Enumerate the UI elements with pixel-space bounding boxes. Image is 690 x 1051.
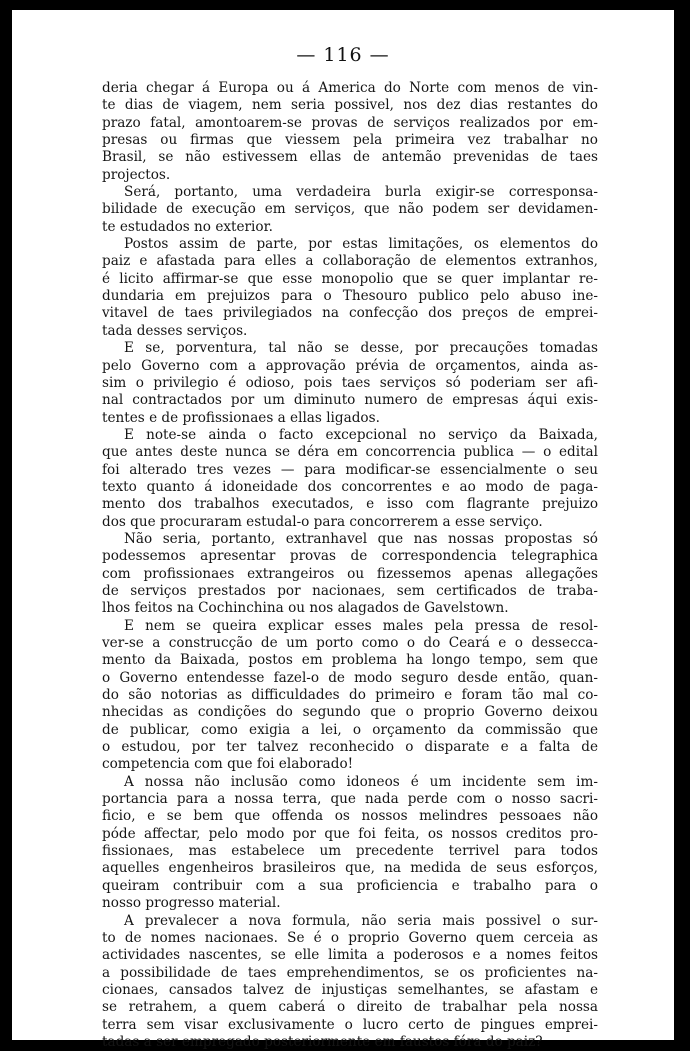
text-line: queiram contribuir com a sua proficiencia e trabalho para o bbox=[102, 878, 598, 895]
text-line: tadas a ser empregado posteriormente em faustos fóra do paiz? bbox=[102, 1034, 598, 1051]
paragraph bbox=[102, 427, 598, 531]
text-line: E se, porventura, tal não se desse, por precauções tomadas bbox=[102, 340, 598, 357]
text-line: o estudou, por ter talvez reconhecido o disparate e a falta de bbox=[102, 739, 598, 756]
text-line: a possibilidade de taes emprehendimentos, se os proficientes na- bbox=[102, 965, 598, 982]
text-line: póde affectar, pelo modo por que foi feita, os nossos creditos pro- bbox=[102, 826, 598, 843]
text-line: com profissionaes extrangeiros ou fizessemos apenas allegações bbox=[102, 566, 598, 583]
text-line: se retrahem, a quem caberá o direito de trabalhar pela nossa bbox=[102, 999, 598, 1016]
text-line: actividades nascentes, se elle limita a poderosos e a nomes feitos bbox=[102, 947, 598, 964]
text-line: dos que procuraram estudal-o para concorrerem a esse serviço. bbox=[102, 514, 598, 531]
text-line: te estudados no exterior. bbox=[102, 219, 598, 236]
text-line: pelo Governo com a approvação prévia de orçamentos, ainda as- bbox=[102, 358, 598, 375]
text-line: portancia para a nossa terra, que nada perde com o nosso sacri- bbox=[102, 791, 598, 808]
paragraph bbox=[102, 618, 598, 774]
paragraph bbox=[102, 340, 598, 427]
text-line: Não seria, portanto, extranhavel que nas nossas propostas só bbox=[102, 531, 598, 548]
text-line: tada desses serviços. bbox=[102, 323, 598, 340]
text-line: Será, portanto, uma verdadeira burla exigir-se corresponsa- bbox=[102, 184, 598, 201]
text-line: to de nomes nacionaes. Se é o proprio Governo quem cerceia as bbox=[102, 930, 598, 947]
text-line: texto quanto á idoneidade dos concorrentes e ao modo de paga- bbox=[102, 479, 598, 496]
paragraph bbox=[102, 913, 598, 1051]
text-line: mento da Baixada, postos em problema ha longo tempo, sem que bbox=[102, 652, 598, 669]
text-line: lhos feitos na Cochinchina ou nos alagados de Gavelstown. bbox=[102, 600, 598, 617]
paragraph bbox=[102, 774, 598, 913]
text-line: E note-se ainda o facto excepcional no serviço da Baixada, bbox=[102, 427, 598, 444]
text-line: vitavel de taes privilegiados na confecção dos preços de emprei- bbox=[102, 305, 598, 322]
text-line: que antes deste nunca se déra em concorrencia publica — o edital bbox=[102, 444, 598, 461]
text-line: nhecidas as condições do segundo que o proprio Governo deixou bbox=[102, 704, 598, 721]
text-line: presas ou firmas que viessem pela primeira vez trabalhar no bbox=[102, 132, 598, 149]
paragraph bbox=[102, 80, 598, 184]
text-line: E nem se queira explicar esses males pela pressa de resol- bbox=[102, 618, 598, 635]
text-line: terra sem visar exclusivamente o lucro certo de pingues emprei- bbox=[102, 1017, 598, 1034]
text-line: fissionaes, mas estabelece um precedente terrivel para todos bbox=[102, 843, 598, 860]
paragraph bbox=[102, 236, 598, 340]
text-line: ficio, e se bem que offenda os nossos melindres pessoaes não bbox=[102, 808, 598, 825]
paragraph bbox=[102, 531, 598, 618]
text-line: paiz e afastada para elles a collaboração de elementos extranhos, bbox=[102, 253, 598, 270]
text-line: de publicar, como exigia a lei, o orçamento da commissão que bbox=[102, 722, 598, 739]
paragraph bbox=[102, 184, 598, 236]
body-text bbox=[102, 80, 598, 1051]
text-line: prazo fatal, amontoarem-se provas de serviços realizados por em- bbox=[102, 115, 598, 132]
text-line: A nossa não inclusão como idoneos é um incidente sem im- bbox=[102, 774, 598, 791]
text-line: projectos. bbox=[102, 167, 598, 184]
text-line: é licito affirmar-se que esse monopolio que se quer implantar re- bbox=[102, 271, 598, 288]
text-line: deria chegar á Europa ou á America do Norte com menos de vin- bbox=[102, 80, 598, 97]
text-line: foi alterado tres vezes — para modificar-se essencialmente o seu bbox=[102, 462, 598, 479]
text-line: aquelles engenheiros brasileiros que, na medida de seus esforços, bbox=[102, 860, 598, 877]
text-line: Postos assim de parte, por estas limitações, os elementos do bbox=[102, 236, 598, 253]
page-number: — 116 — bbox=[12, 44, 674, 66]
text-line: A prevalecer a nova formula, não seria mais possivel o sur- bbox=[102, 913, 598, 930]
text-line: Brasil, se não estivessem ellas de antemão prevenidas de taes bbox=[102, 149, 598, 166]
text-line: do são notorias as difficuldades do primeiro e foram tão mal co- bbox=[102, 687, 598, 704]
text-line: ver-se a construcção de um porto como o do Ceará e o desseccа- bbox=[102, 635, 598, 652]
text-line: podessemos apresentar provas de correspondencia telegraphica bbox=[102, 548, 598, 565]
text-line: tentes e de profissionaes a ellas ligados. bbox=[102, 410, 598, 427]
text-line: o Governo entendesse fazel-o de modo seguro desde então, quan- bbox=[102, 670, 598, 687]
text-line: competencia com que foi elaborado! bbox=[102, 756, 598, 773]
text-line: cionaes, cansados talvez de injustiças semelhantes, se afastam e bbox=[102, 982, 598, 999]
text-line: nal contractados por um diminuto numero de empresas áqui exis- bbox=[102, 392, 598, 409]
text-line: te dias de viagem, nem seria possivel, nos dez dias restantes do bbox=[102, 97, 598, 114]
text-line: bilidade de execução em serviços, que não podem ser devidamen- bbox=[102, 201, 598, 218]
text-line: dundaria em prejuizos para o Thesouro publico pelo abuso ine- bbox=[102, 288, 598, 305]
text-line: mento dos trabalhos executados, e isso com flagrante prejuizo bbox=[102, 496, 598, 513]
document-page bbox=[12, 10, 674, 1040]
text-line: nosso progresso material. bbox=[102, 895, 598, 912]
text-line: sim o privilegio é odioso, pois taes serviços só poderiam ser afi- bbox=[102, 375, 598, 392]
text-line: de serviços prestados por nacionaes, sem certificados de traba- bbox=[102, 583, 598, 600]
